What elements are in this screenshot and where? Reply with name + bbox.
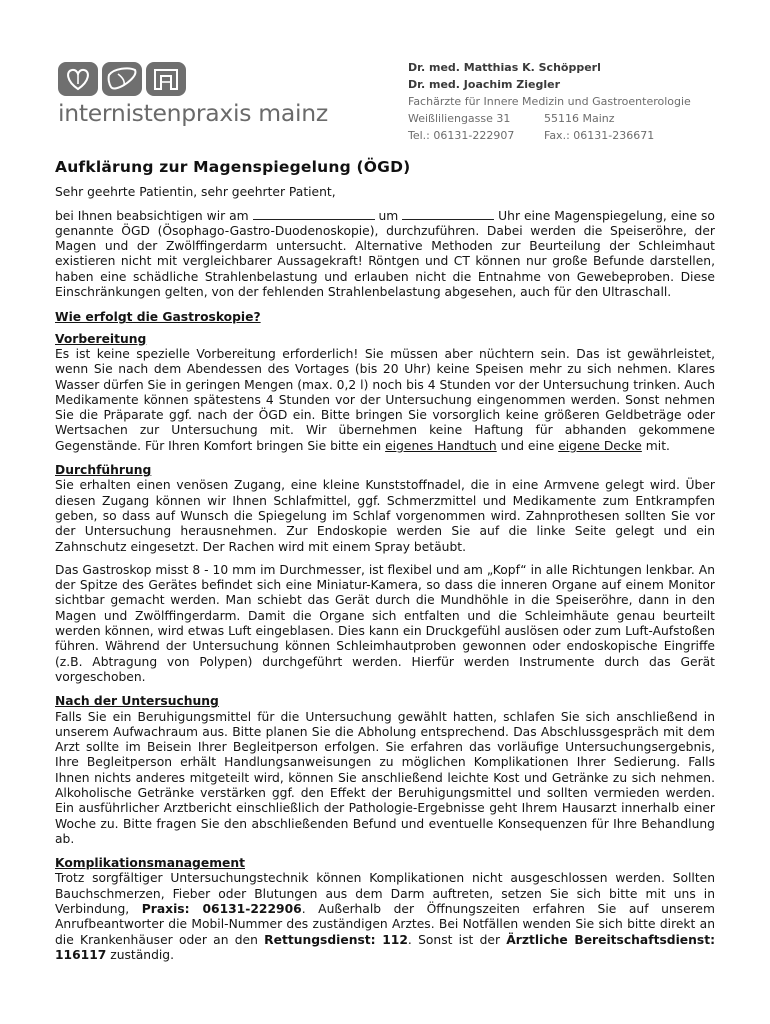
procedure-heading: Durchführung bbox=[55, 463, 152, 478]
phone-fax bbox=[408, 127, 691, 144]
practice-contact bbox=[408, 59, 691, 144]
logo-icons bbox=[58, 62, 358, 96]
salutation: Sehr geehrte Patientin, sehr geehrter Patient, bbox=[55, 185, 336, 200]
brand-name: internistenpraxis mainz bbox=[58, 99, 328, 127]
date-field[interactable] bbox=[253, 209, 375, 220]
practice-phone: Praxis: 06131-222906 bbox=[141, 902, 302, 917]
time-field[interactable] bbox=[402, 209, 494, 220]
rescue-service-number: Rettungsdienst: 112 bbox=[264, 932, 408, 947]
procedure-paragraph-1: Sie erhalten einen venösen Zugang, eine kleine Kunststoffnadel, die in eine Armvene gelegt wird. Über diesen Zugang können wir Ihnen Schlafmittel, ggf. Schmerzmittel und Medikamente zum Entkrampfen geben, so dass auf Wunsch die Spiegelung im Schlaf vorgenommen wird. Zahnprothesen sollten Sie vor der Untersuchung herausnehmen. Zur Endoskopie werden Sie auf die linke Seite gelegt und ein Zahnschutz eingesetzt. Der Rachen wird mit einem Spray betäubt. bbox=[55, 478, 715, 554]
doctor-name-1: Dr. med. Matthias K. Schöpperl bbox=[408, 61, 601, 74]
on-call-service-number: Ärztliche Bereitschaftsdienst: 116117 bbox=[55, 932, 715, 962]
intestine-icon bbox=[146, 62, 186, 96]
street: Weißliliengasse 31 bbox=[408, 112, 511, 125]
intro-text-rest: Uhr eine Magenspiegelung, eine so genannte ÖGD (Ösophago-Gastro-Duodenoskopie), durchzuführen. Dabei werden die Speiseröhre, der Magen und der Zwölffingerdarm untersucht. Alternative Methoden zur Beurteilung der Schleimhaut existieren nicht mit vergleichbarer Aussagekraft! Röntgen und CT können nur große Befunde darstellen, haben eine schädliche Strahlenbelastung und erlauben nicht die Entnahme von Gewebeproben. Diese Einschränkungen gelten, von der fehlenden Strahlenbelastung abgesehen, auch für den Ultraschall. bbox=[55, 208, 715, 300]
prep-end: mit. bbox=[645, 438, 670, 453]
section-heading: Wie erfolgt die Gastroskopie? bbox=[55, 310, 261, 325]
complications-text: Trotz sorgfältiger Untersuchungstechnik können Komplikationen nicht ausgeschlossen werden. Sollten Bauchschmerzen, Fieber oder Blutungen aus dem Darm auftreten, setzen Sie sich bitte mit uns in Verbindung, bbox=[55, 871, 715, 917]
prep-and: und eine bbox=[500, 438, 555, 453]
blanket-note: eigene Decke bbox=[558, 438, 642, 453]
towel-note: eigenes Handtuch bbox=[385, 438, 497, 453]
fax: Fax.: 06131-236671 bbox=[544, 129, 655, 142]
complications-text-2: . Außerhalb der Öffnungszeiten erfahren Sie auf unserem Anrufbeantworter die Mobil-Nummer des zuständigen Arztes. Bei Notfällen wenden Sie sich bitte direkt an die Krankenhäuser oder an den bbox=[55, 902, 715, 947]
liver-icon bbox=[102, 62, 142, 96]
city: 55116 Mainz bbox=[544, 112, 615, 125]
specialty: Fachärzte für Innere Medizin und Gastroenterologie bbox=[408, 95, 691, 108]
address bbox=[408, 110, 691, 127]
heart-icon bbox=[58, 62, 98, 96]
intro-paragraph bbox=[55, 209, 715, 301]
complications-text-4: zuständig. bbox=[110, 947, 175, 962]
prep-text: Es ist keine spezielle Vorbereitung erforderlich! Sie müssen aber nüchtern sein. Das ist gewährleistet, wenn Sie nach dem Abendessen des Vortages (bis 20 Uhr) keine Speisen mehr zu sich nehmen. Klares Wasser dürfen Sie in geringen Mengen (max. 0,2 l) noch bis 4 Stunden vor der Untersuchung trinken. Auch Medikamente können spätestens 4 Stunden vor der Untersuchung eingenommen werden. Sonst nehmen Sie die Präparate ggf. nach der ÖGD ein. Bitte bringen Sie vorsorglich keine größeren Geldbeträge oder Wertsachen zur Untersuchung mit. Wir übernehmen keine Haftung für abhanden gekommene Gegenstände. Für Ihren Komfort bringen Sie bitte ein bbox=[55, 346, 715, 453]
prep-heading: Vorbereitung bbox=[55, 331, 147, 346]
aftercare-heading: Nach der Untersuchung bbox=[55, 694, 219, 709]
intro-text: bei Ihnen beabsichtigen wir am bbox=[55, 208, 249, 223]
document-title: Aufklärung zur Magenspiegelung (ÖGD) bbox=[55, 158, 411, 176]
complications-text-3: . Sonst ist der bbox=[407, 932, 501, 947]
intro-text-um: um bbox=[378, 208, 399, 223]
aftercare-paragraph: Falls Sie ein Beruhigungsmittel für die Untersuchung gewählt hatten, schlafen Sie sich anschließend in unserem Aufwachraum aus. Bitte planen Sie die Abholung entsprechend. Das Abschlussgespräch mit dem Arzt sollte im Beisein Ihrer Begleitperson erfolgen. Sie erfahren das vorläufige Untersuchungsergebnis, Ihre Begleitperson erhält Handlungsanweisungen zu möglichen Komplikationen Ihrer Sedierung. Falls Ihnen nichts anderes mitgeteilt wird, können Sie anschließend leichte Kost und Getränke zu sich nehmen. Alkoholische Getränke verstärken ggf. den Effekt der Beruhigungsmittel und sollten vermieden werden. Ein ausführlicher Arztbericht einschließlich der Pathologie-Ergebnisse geht Ihrem Hausarzt innerhalb einer Woche zu. Bitte fragen Sie den abschließenden Befund und eventuelle Konsequenzen für Ihre Behandlung ab. bbox=[55, 709, 715, 846]
prep-paragraph bbox=[55, 347, 715, 454]
phone: Tel.: 06131-222907 bbox=[408, 129, 515, 142]
doctor-name-2: Dr. med. Joachim Ziegler bbox=[408, 78, 561, 91]
procedure-paragraph-2: Das Gastroskop misst 8 - 10 mm im Durchmesser, ist flexibel und am „Kopf“ in alle Richtungen lenkbar. An der Spitze des Gerätes befindet sich eine Miniatur-Kamera, so dass die inneren Organe auf einem Monitor sichtbar gemacht werden. Man schiebt das Gerät durch die Mundhöhle in die Speiseröhre, dann in den Magen und Zwölffingerdarm. Damit die Organe sich entfalten und die Schleimhäute genau beurteilt werden können, wird etwas Luft eingeblasen. Dies kann ein Druckgefühl auslösen oder zum Luft-Aufstoßen führen. Während der Untersuchung können Schleimhautproben gewonnen oder endoskopische Eingriffe (z.B. Abtragung von Polypen) durchgeführt werden. Hierfür werden Instrumente durch das Gerät vorgeschoben. bbox=[55, 562, 715, 684]
complications-paragraph bbox=[55, 871, 715, 963]
complications-heading: Komplikationsmanagement bbox=[55, 856, 245, 871]
practice-logo bbox=[58, 62, 358, 134]
document-body bbox=[55, 160, 715, 963]
